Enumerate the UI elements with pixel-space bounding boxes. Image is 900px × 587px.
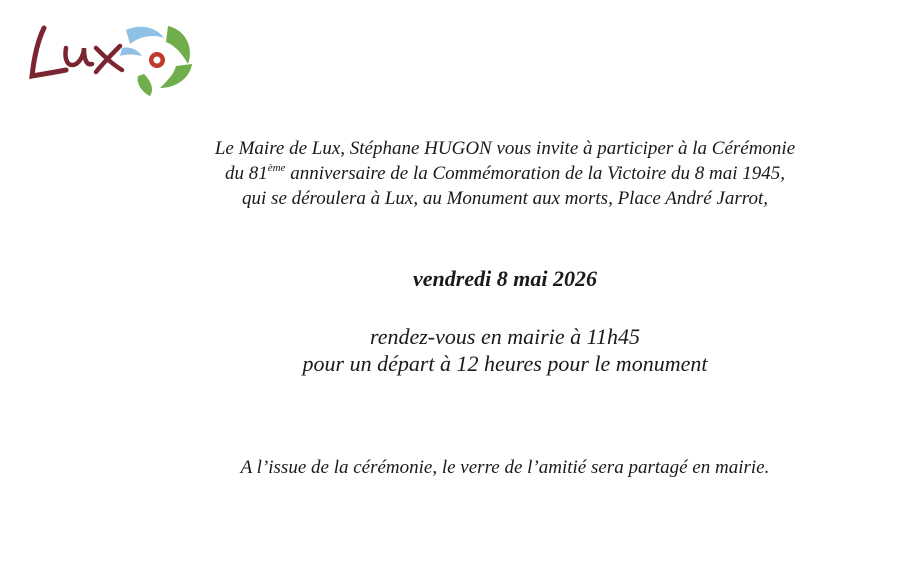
intro-line-2-prefix: du 81 (224, 163, 268, 184)
invitation-intro (0, 136, 900, 211)
lux-logo (26, 20, 196, 100)
meeting-line-1: rendez-vous en mairie à 11h45 (369, 324, 641, 349)
ordinal-superscript: ème (267, 162, 286, 174)
intro-line-1: Le Maire de Lux, Stéphane HUGON vous invite à participer à la Cérémonie (214, 138, 796, 159)
intro-line-3: qui se déroulera à Lux, au Monument aux morts, Place André Jarrot, (242, 188, 768, 209)
intro-line-2-suffix: anniversaire de la Commémoration de la Victoire du 8 mai 1945, (285, 163, 786, 184)
lux-emblem-icon (26, 20, 196, 100)
meeting-line-2: pour un départ à 12 heures pour le monument (302, 351, 708, 376)
event-date: vendredi 8 mai 2026 (413, 266, 597, 291)
meeting-details (0, 323, 900, 377)
closing-note: A l’issue de la cérémonie, le verre de l’amitié sera partagé en mairie. (240, 457, 770, 478)
intro-line-2 (0, 161, 900, 186)
